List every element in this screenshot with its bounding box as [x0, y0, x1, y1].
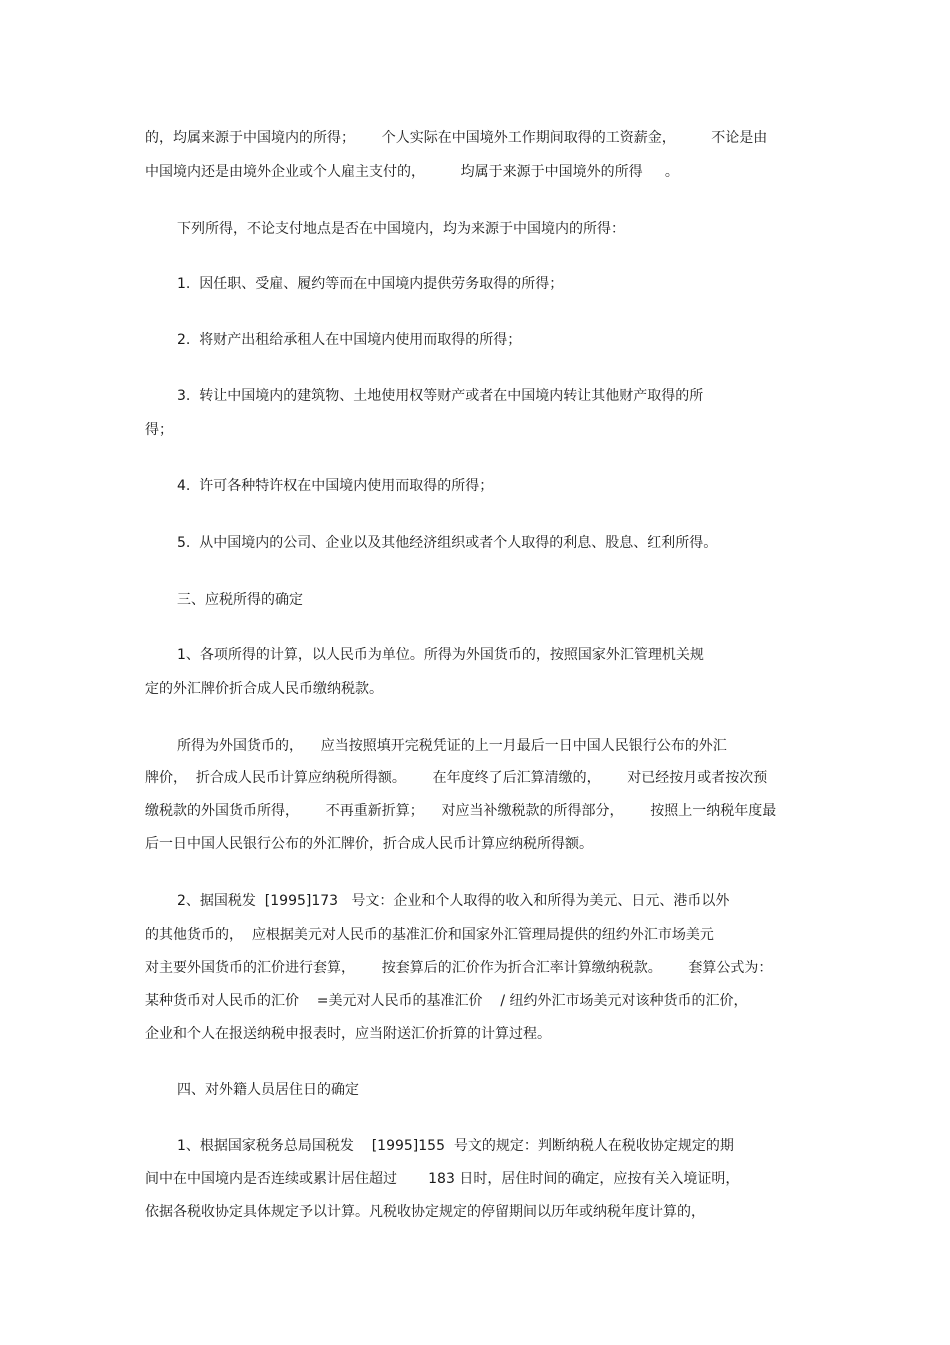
text-line: 企业和个人在报送纳税申报表时，应当附送汇价折算的计算过程。	[145, 1026, 551, 1042]
text-line: 1、各项所得的计算，以人民币为单位。所得为外国货币的，按照国家外汇管理机关规	[177, 647, 704, 663]
list-item: 2. 将财产出租给承租人在中国境内使用而取得的所得；	[177, 332, 522, 348]
paragraph: 下列所得，不论支付地点是否在中国境内，均为来源于中国境内的所得：	[177, 221, 625, 237]
list-item: 1. 因任职、受雇、履约等而在中国境内提供劳务取得的所得；	[177, 276, 564, 292]
text-line: 缴税款的外国货币所得， 不再重新折算； 对应当补缴税款的所得部分， 按照上一纳税年度最	[145, 803, 777, 819]
text-line: 牌价， 折合成人民币计算应纳税所得额。 在年度终了后汇算清缴的， 对已经按月或者按次预	[145, 770, 768, 786]
text-line: 依据各税收协定具体规定予以计算。凡税收协定规定的停留期间以历年或纳税年度计算的，	[145, 1204, 705, 1220]
text-line: 间中在中国境内是否连续或累计居住超过 183 日时，居住时间的确定，应按有关入境证明，	[145, 1171, 740, 1187]
text-line: 1、根据国家税务总局国税发 [1995]155 号文的规定：判断纳税人在税收协定规定的期	[177, 1138, 734, 1154]
list-item: 5. 从中国境内的公司、企业以及其他经济组织或者个人取得的利息、股息、红利所得。	[177, 535, 718, 551]
list-item-continuation: 得；	[145, 422, 173, 438]
text-line: 所得为外国货币的， 应当按照填开完税凭证的上一月最后一日中国人民银行公布的外汇	[177, 738, 727, 754]
section-heading: 三、应税所得的确定	[177, 592, 303, 608]
text-line: 某种货币对人民币的汇价 =美元对人民币的基准汇价 / 纽约外汇市场美元对该种货币的汇价，	[145, 993, 748, 1009]
text-line: 的其他货币的， 应根据美元对人民币的基准汇价和国家外汇管理局提供的纽约外汇市场美元	[145, 927, 714, 943]
text-line: 对主要外国货币的汇价进行套算， 按套算后的汇价作为折合汇率计算缴纳税款。 套算公式为：	[145, 960, 773, 976]
text-line: 后一日中国人民银行公布的外汇牌价，折合成人民币计算应纳税所得额。	[145, 836, 593, 852]
text-line: 的，均属来源于中国境内的所得； 个人实际在中国境外工作期间取得的工资薪金， 不论是由	[145, 130, 768, 146]
text-line: 中国境内还是由境外企业或个人雇主支付的， 均属于来源于中国境外的所得 。	[145, 164, 679, 180]
list-item: 4. 许可各种特许权在中国境内使用而取得的所得；	[177, 478, 494, 494]
text-line: 定的外汇牌价折合成人民币缴纳税款。	[145, 681, 383, 697]
list-item: 3. 转让中国境内的建筑物、土地使用权等财产或者在中国境内转让其他财产取得的所	[177, 388, 704, 404]
text-line: 2、据国税发 [1995]173 号文：企业和个人取得的收入和所得为美元、日元、港币以外	[177, 893, 730, 909]
section-heading: 四、对外籍人员居住日的确定	[177, 1082, 359, 1098]
